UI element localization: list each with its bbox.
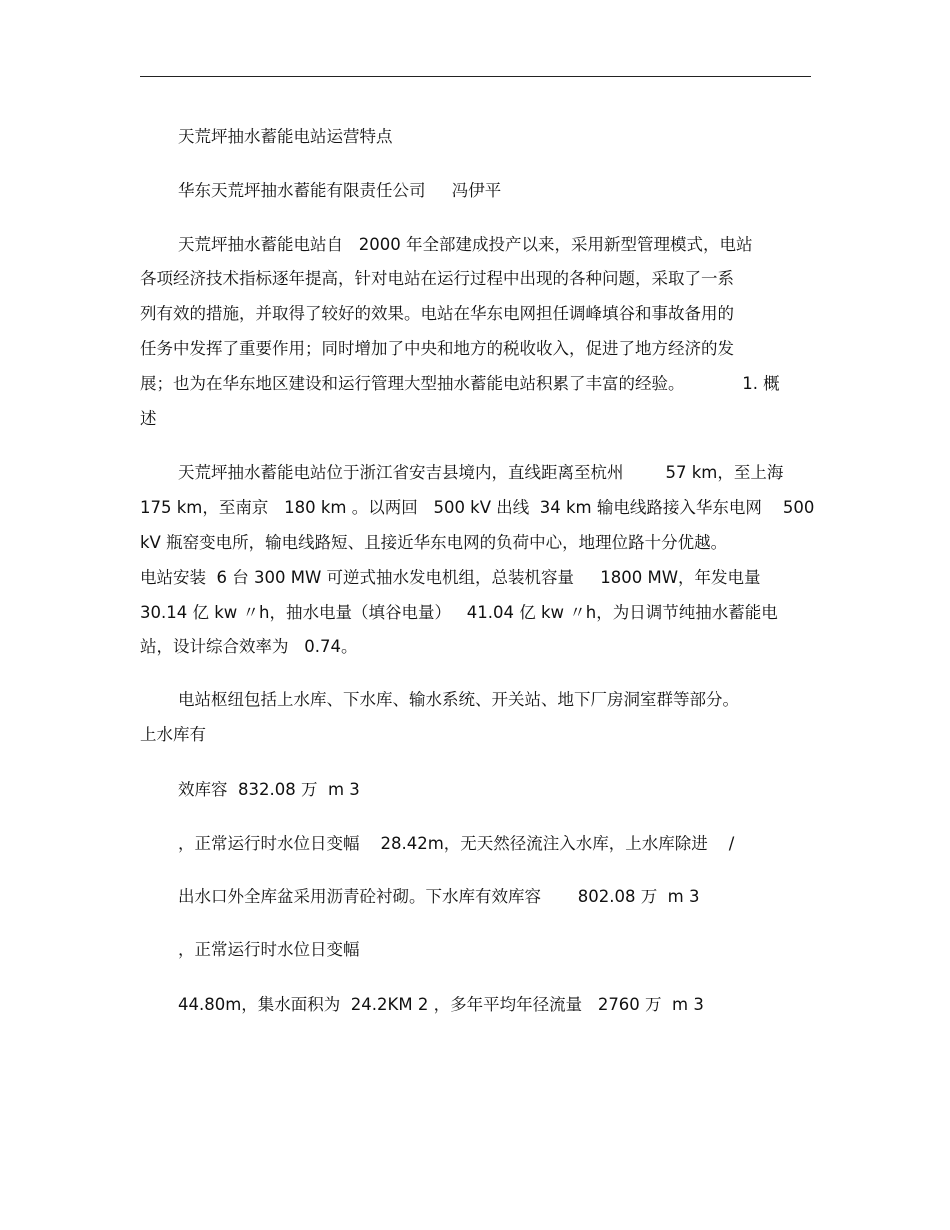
fragment-line: 效库容 832.08 万 m 3 <box>178 780 360 799</box>
abstract-line: 列有效的措施，并取得了较好的效果。电站在华东电网担任调峰填谷和事故备用的 <box>140 304 734 323</box>
fragment-line: ，正常运行时水位日变幅 <box>178 940 360 959</box>
overview-line: 30.14 亿 kw 〃h，抽水电量（填谷电量） 41.04 亿 kw 〃h，为日调节纯抽水蓄能电 <box>140 603 778 622</box>
author-line: 华东天荒坪抽水蓄能有限责任公司 冯伊平 <box>178 181 502 200</box>
fragment-line: 44.80m，集水面积为 24.2KM 2 ，多年平均年径流量 2760 万 m 3 <box>178 995 704 1014</box>
fragment-line: ，正常运行时水位日变幅 28.42m，无天然径流注入水库，上水库除进 / <box>178 834 735 853</box>
header-rule <box>140 76 811 77</box>
overview-line: 站，设计综合效率为 0.74。 <box>140 637 358 656</box>
abstract-line: 各项经济技术指标逐年提高，针对电站在运行过程中出现的各种问题，采取了一系 <box>140 269 734 288</box>
abstract-line: 天荒坪抽水蓄能电站自 2000 年全部建成投产以来，采用新型管理模式，电站 <box>178 235 753 254</box>
overview-line: 175 km，至南京 180 km 。以两回 500 kV 出线 34 km 输电线路接入华东电网 500 <box>140 498 815 517</box>
overview-line: 天荒坪抽水蓄能电站位于浙江省安吉县境内，直线距离至杭州 57 km，至上海 <box>178 463 784 482</box>
abstract-line: 述 <box>140 409 157 428</box>
document-title: 天荒坪抽水蓄能电站运营特点 <box>178 127 393 146</box>
fragment-line: 出水口外全库盆采用沥青砼衬砌。下水库有效库容 802.08 万 m 3 <box>178 887 700 906</box>
overview-line: kV 瓶窑变电所，输电线路短、且接近华东电网的负荷中心，地理位路十分优越。 <box>140 533 728 552</box>
hub-line: 上水库有 <box>140 725 206 744</box>
abstract-line: 任务中发挥了重要作用；同时增加了中央和地方的税收收入，促进了地方经济的发 <box>140 339 734 358</box>
overview-line: 电站安装 6 台 300 MW 可逆式抽水发电机组，总装机容量 1800 MW，年发电量 <box>140 568 761 587</box>
abstract-line: 展；也为在华东地区建设和运行管理大型抽水蓄能电站积累了丰富的经验。 1. 概 <box>140 374 780 393</box>
hub-line: 电站枢纽包括上水库、下水库、输水系统、开关站、地下厂房洞室群等部分。 <box>178 690 739 709</box>
